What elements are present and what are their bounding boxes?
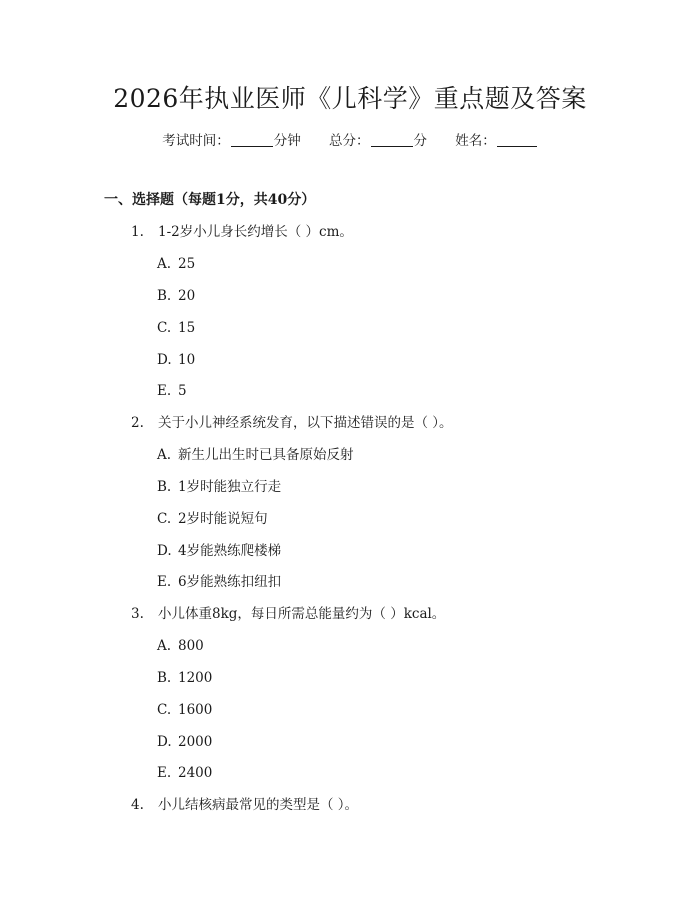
option-text: 6岁能熟练扣纽扣 — [178, 574, 282, 590]
answer-option — [157, 509, 268, 529]
exam-meta-line — [0, 131, 700, 151]
question-number: 2. — [131, 415, 144, 431]
option-text: 1200 — [178, 670, 213, 686]
option-text: 4岁能熟练爬楼梯 — [178, 543, 282, 559]
option-text: 2400 — [178, 765, 213, 781]
section-title: 一、选择题（每题1分，共40分） — [104, 192, 316, 208]
exam-time-unit: 分钟 — [273, 133, 301, 149]
option-text: 新生儿出生时已具备原始反射 — [178, 447, 354, 463]
question-stem — [131, 604, 445, 624]
option-text: 5 — [178, 383, 187, 399]
answer-option — [157, 636, 204, 656]
total-score-field — [329, 131, 427, 151]
option-letter: E. — [157, 383, 172, 399]
answer-option — [157, 668, 212, 688]
document-title: 2026年执业医师《儿科学》重点题及答案 — [113, 84, 587, 113]
exam-time-field — [162, 131, 301, 151]
answer-option — [157, 286, 195, 306]
question-number: 4. — [131, 797, 144, 813]
question-stem — [131, 222, 353, 242]
option-letter: A. — [157, 256, 172, 272]
total-score-unit: 分 — [413, 133, 427, 149]
name-field — [455, 131, 538, 151]
answer-option — [157, 254, 195, 274]
option-letter: E. — [157, 574, 172, 590]
answer-option — [157, 477, 281, 497]
answer-option — [157, 318, 195, 338]
option-text: 15 — [178, 320, 196, 336]
option-text: 2岁时能说短句 — [178, 511, 268, 527]
answer-option — [157, 445, 354, 465]
option-letter: B. — [157, 479, 172, 495]
option-letter: D. — [157, 352, 172, 368]
answer-option — [157, 572, 281, 592]
question-stem — [131, 795, 358, 815]
answer-option — [157, 732, 212, 752]
option-text: 25 — [178, 256, 196, 272]
answer-option — [157, 763, 212, 783]
name-blank — [497, 132, 537, 147]
exam-time-label: 考试时间： — [162, 133, 230, 149]
option-letter: B. — [157, 288, 172, 304]
name-label: 姓名： — [455, 133, 496, 149]
option-letter: D. — [157, 734, 172, 750]
question-text: 1-2岁小儿身长约增长（ ）cm。 — [158, 224, 353, 240]
option-text: 10 — [178, 352, 196, 368]
question-number: 1. — [131, 224, 144, 240]
option-letter: C. — [157, 511, 172, 527]
question-text: 小儿结核病最常见的类型是（ ）。 — [158, 797, 359, 813]
answer-option — [157, 381, 187, 401]
option-letter: E. — [157, 765, 172, 781]
answer-option — [157, 350, 195, 370]
answer-option — [157, 700, 212, 720]
exam-time-blank — [231, 132, 273, 147]
option-letter: C. — [157, 702, 172, 718]
option-letter: B. — [157, 670, 172, 686]
option-text: 20 — [178, 288, 196, 304]
question-stem — [131, 413, 453, 433]
question-text: 小儿体重8kg，每日所需总能量约为（ ）kcal。 — [158, 606, 446, 622]
total-score-label: 总分： — [329, 133, 370, 149]
option-letter: D. — [157, 543, 172, 559]
total-score-blank — [371, 132, 413, 147]
question-text: 关于小儿神经系统发育，以下描述错误的是（ ）。 — [158, 415, 453, 431]
option-text: 1岁时能独立行走 — [178, 479, 282, 495]
question-number: 3. — [131, 606, 144, 622]
option-text: 800 — [178, 638, 204, 654]
option-text: 1600 — [178, 702, 213, 718]
option-letter: A. — [157, 447, 172, 463]
option-text: 2000 — [178, 734, 213, 750]
answer-option — [157, 541, 281, 561]
option-letter: C. — [157, 320, 172, 336]
option-letter: A. — [157, 638, 172, 654]
